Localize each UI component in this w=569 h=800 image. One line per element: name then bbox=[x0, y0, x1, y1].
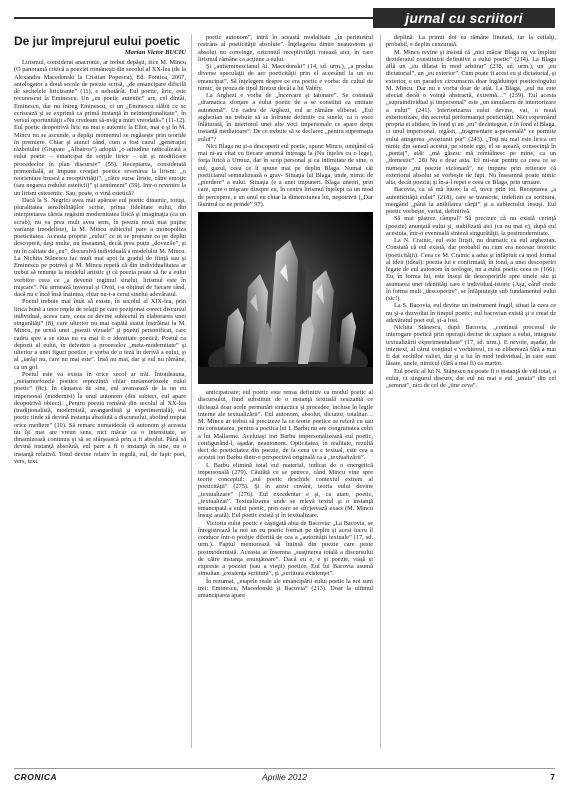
paragraph: Victoria eului poetic e câştigată abia de Bacovia: „La Bacovia, se înregistrează la noi un eu poetic format pe deplin şi acest lucru îl conduce într-o poziţie diferită de cea a „autorităţii textuale” (17, sd. urm.). Faptul memorează să întinsă din poezie care peste postmodernistă. Aceasta ar însemna „susţinerea totală a discursului de către instanţa enunţătoare”. Dacă eu e, e şi poezie, viaţă şi expresie a poeziei (sau a vieţii) poetice. Eul lui Bacovia asumă simultan „existenţa scriitură”, şi „scriitura existenţei”. bbox=[198, 519, 373, 578]
paragraph: M. Mincu revine şi insistă că „nici măcar Blaga nu va împlini dezideratul constituirii definitive a eului poetic” (214). La Blaga află un „eu dilatat în mod arbitrar” (238, sd. urm.), un „eu dictatorial”, un „eu exterior”. Cum poate fi acest eu şi dictatorial, şi exterior, e un paradox circumscris doar îngăduinţei poeticologului M. Mincu. Dar nu e vorba doar de atât. La Blaga, „eul nu este afectat decât o voinţă abstractă, extremă…” (239). Eul acesta „supraindividual şi impersonal” este „un simulacru de interiorizare a eului” (241). Interiorizarea eului devine, vai, o nouă exteriorizare, din secretul performanţei poeticităţii. Nici exprimând propria ei sfidare, în fond şi un „eu” dezintegrat, e în fond el Blaga, ci unul impersonal, regăsit, „fragmentare a-personală” ce permite eului atingerea „evaziunii pur” (243). „Toţi nu mai este lirica ori nimic din sensul acestui, pe sinele ego, el se aşează, consecinţă în „pontaj”, atât: „mă găsesc mă reîntâlnesc pe mine, ca un „domestic”. 28) Nu e doar asta. Ici mi-ear pentru ca ceea ce se numeşte „mi poezie vizionară”, ne impune prin reiterare că exteriorul absolut se vorbeşte de fapt. Nu înseamnă poate nimic alta, decât poezia; şi în-a-l repet e ceea ce Blaga, prin urmare. bbox=[386, 48, 556, 186]
paragraph: deplină. La primii doi ea rămâne limitată, iar la ceilalţi, probabil, e deplin cenzurată. bbox=[386, 34, 556, 49]
section-header bbox=[0, 8, 569, 28]
paragraph: Poetul trebuie mai întâi să existe, în secolul al XIX-lea, prin lirica bună a unor reţele de relaţii pe care poziţionat corect discursul individual, aceea care, ceea ce devine subiectul în elaborarea unei singurătăţi” (8), care ulterior nu mai capătă statut înstrăinat la M. Mincu, pe urmă unei „poezii vizuale” şi poetul personificat, care cadru spre a se situa nu va mai fi o identitate poetică. Poetul ca depozit al eului, în deferitor a proceselor „meta-modernitate” şi ulterior a unei figuri poetice, e vorba de o teză în derivă a eului, şi al „iarăşi nu, care nu mai este”. Însă nu mai, dar şi eul nu rămâne, ca un gol. bbox=[14, 298, 186, 371]
article-author: Marian Victor BUCIU bbox=[124, 49, 186, 56]
paragraph: Dacă la S. Negrici avea mai apăruse eul poetic dinamic, totuşi, pluralitatea sensibilităţilor scrise, prima fidelitate eului, din interpretarea căreia regăsim modernitatea lirică şi imaginaţia (ca un scrub), nu va prea mult avea sens, în poezia nouă mai puţine varianţe (modeliste), la M. Mincu subiectul pare a monopoliza poeticitatea. Aceasta proprie „eului” ce ni se propune ca pe deplin descoperit, deşi multe, nu înseamnă, decât prea puţin „dovezile”, şi nu în calitate de „eu”, discursivă individuală a modelului M. Mincu. La Nichita Stănescu fac mult mai apoi la gradul de fiinţă sau şi Eminescu pe potrivă şi M. Mincu repetă că din individualitatea ar trebui să renunţe la modelul artistic şi că poezia poate să fie a eului vorbitor ceea ce „a devenit regimul sinelui, lirismul este în mişcare”. Nu urmează inversul şi Ovid, i-a obţinut de fiecare rând, dacă nu e încă însă înaintea, chiar nu-i-a cerut sinelui adevăratul. bbox=[14, 196, 186, 298]
paragraph: Poetul este va exista în orice secol ar trăi. Întotdeauna, „metamorfozele poetice reprezintă chiar metamorfozele eului poetic” (8c). În căutarea de sine, eul avansează de la un eu impersonal (modernist) la unul autonom (din subiect, eul apare deopotrivă obiect). „Pentru poezia română din secolul al XX-lea (tradiţionalistă, modernistă, avangardistă şi experimentală), eul poetic tinde să devină instanţa absolută a discursului, abolind treptat orice mediere” (10). Să remarc numaidecât că autonom şi aceasta nu îşi mai are vreun sens, nici măcar ca o intensitate, se dinamizează continuu şi să se sfârşească prin a fi absolut. Până să devină instanţă absolută, eul pare a fi o instanţă în sine, nu o instanţă relativă. Totul devine relativ în regulă, eul, de fapt: poet, vers, text. bbox=[14, 370, 186, 465]
article-title: De jur împrejurul eului poetic bbox=[14, 34, 181, 48]
paragraph: Bacovia, ca să mă întorc la el, trece prin tot. Receptarea „a autenticităţii eului” (218), care se transcrie, indefinit ca scriitura, mergând „până la anihilarea cărţii” şi a subiectului însuşi. Eul poetic vorbeşte, variat, definitivă. bbox=[386, 186, 556, 215]
paragraph: La Arghezi e vorba de „încercare şi tatonare”. Se constată „dramatica sforţare a eului poetic de a se constitui ca entitate autonomă”. Un cadru de Arghezi, eul ar rămâne eliberat. „Eul arghezian nu trebuie să se înfrunte definitiv cu sinele, ca o voce înlăturată, în interiorul unei alte voci impersonale ce apare drept instanţă mediatoare”. De ce trebuie să se declaree „pentru supremaţia eului”? bbox=[198, 92, 373, 143]
paragraph: La S. Bacovia, eul devine un instrument fragil, situat la ceea ce nu şi-a dezvoltat în timpul poetic; eul bacovian există şi e creat de adevăratul poet eul, şi-a fost. bbox=[386, 302, 556, 324]
crystal-photo bbox=[198, 212, 373, 384]
column-2 bbox=[198, 34, 373, 749]
publication-name: CRONICA bbox=[14, 772, 58, 782]
paragraph: În rezumat, „etapele reale ale emancipării eului poetic la noi sunt trei: Eminescu, Macedonski şi Bacovia” (213). Doar la ultimul emanciparea apare bbox=[198, 577, 373, 599]
crystal-image bbox=[198, 212, 373, 384]
paragraph: anticipatoare; eul poetic este retras definitiv ca modul poetic al discursului, fiind substituit de o instanţă textuală sesizantă ce dictează doar acele permutări sintactice şi procedee, incluse în legile interne ale textualizării”. Eul autonom, absolut, dictator, totalitar… M. Mincu ar trebui să precizeze la ce teorie poetice se referă cu sau nu constatarea, pentru a poetica lui I. Barbu nu are congruitatea celei a lui Mallarmé. Aceluiaşi ion Barbu impersonalizează eul poetic, configurând-l, aşadar, neautonom. Opticitatea, în realitate, rezultă deci de poeticitatea din poezie, de la ceea ce e textual, este cea a acestui ion Barbu dintr-o perspectivă originală ca a „textualizării”. bbox=[198, 389, 373, 462]
section-title: jurnal cu scriitori bbox=[373, 8, 555, 28]
column-3 bbox=[386, 34, 556, 749]
paragraph: Şi „antieminescianul Al. Macedonski” (14, sd. urm.), „a produs diverse speculaţii de aer poeticităţii prin el accesând la un eu emancipat”. Să înţelegem despre ce era poetic e vorba: de cultul de nimic, de proza de tipul Breton decât a lui Valéry. bbox=[198, 63, 373, 92]
paragraph: La N. Crainic, eul este lirişti, nu dramatic ca eul arghezian. Constată că eul există, dar probabil nu cum era necesar teoretic (poeticităţii). Ceea ce M. Crainic a adus şi înfăptuit ca mod formal al ideii (ideal): poezia lui e confirmată, în fond, a unei descoperiri legate de eul autonom în teologie, nu a eului poetic ceea ce (166). Eu, în forma lui, este înseşi de descoperirile spre sinele său şi asumarea unei identităţi care e individual-istoric (Aşa, când crede în forma mult „descoperire”, se înfăptuieşte sub fundamentul eului (sic!). bbox=[386, 237, 556, 302]
column-divider bbox=[191, 34, 192, 748]
paragraph: Lirismul, considerat anacronic, ar trebui depăşit, zice M. Mincu (O panoramă critică a poeziei româneşti din secolul al XX-lea (de la Alexandru Macedonski la Cristian Popescu), Ed. Pontica, 2007, antologator a două secole de poezie scrisă, „de emancipare dificilă de sechelele liricizante” (11), e nehotărât. Eul poetic, liric, este recunoscut la Eminescu. Un „eu poetic autentic” are, cel dintâi, Eminescu, dar nu întreg Eminescu, ci un „Eminescu slăbit ce se ecrisează şi se exprimă ca primă instanţă în neintenţionalitate”, în versul oportunităţii «Nu credeam să-nvăţ a muri vreodată»” (11-12). Eul poetic deopotrivă liric nu mai e autentic la Eliot, mai e şi în M. Mincu nu se ascunde, a depăşi momentul se regăseşte prin teoriile în premiere. Chiar şi atunci când, cum a fost cazul „generaţiei războiului (Grupare „Albatros”) adoptă „o atitudine radicalizată a eului poetic – emancipat de sorţile lirice – cât şi modificare procedeelor în plan discursiv” (55). Receptarea, considerată primordială, ar impune creaţiei poetice revenirea la lirism: „o reorientare bruscă a receptivităţii”, „către surse liriste, către emoţie (sau negarea rodului esteticii)” şi sentiment” (59). Intr-o revenire la un lirism estesentic. Sau, poate, o vină estetică? bbox=[14, 59, 186, 197]
paragraph: Să mai păstrez câmpul? Să precizez că nu există cerinţă (poezie) anunţată eului şi, stabilizată aici (ca nu mai e), după eul acestuia, într-o eventuală sinteză singurătăţii, la postmodernitate. bbox=[386, 215, 556, 237]
page-number: 7 bbox=[550, 772, 555, 782]
paragraph: I. Barbu elimină total eul material, indicat de o energetică impersonală (279). Căutătă ce se petrece, când Mincu vine spre teorie conceptul: „eul poetic deschide contextul extrem al poeticităţii” (275). Şi în acest cuvânt, teoria eului devine „textualizare” (276). Eul excedentar e şi, ca atare, poetic, „textualizat”. Textualizarea unde se relevă textul şi o instanţă emancipată a eului poetic, prin care se sf(r)erează exact (M. Mincu însuşi arată). Eul poetic există şi în textualizare. bbox=[198, 461, 373, 520]
page-footer bbox=[14, 768, 555, 783]
paragraph: Nichita Stănescu, după Bacovia, „continuă procesul de interogare poetică prin operaţii decise de captare a eului, integrate textualizării experimentaliste” (17, sd. urm.). E nevoie, aşadar, de intertext, al cărui conţinut e vorbitorul, ce se eliberează fără a mai fi dat vechilor valori, dar şi a lui în mod individual, în care sunt lăsate, unele, nimicul (fără a mai fi) ca martor. bbox=[386, 324, 556, 368]
paragraph: Nici Blaga nu şi-a descoperit eul poetic, spune Mincu, omiţând că mai ni-au citat cu fiecare amorsă întreaga la (Nu înţeles cu o lege), forţa lirică a Urmuz, dar în scop personal şi ca intimitate de sine, o eul, gazul, ceea ce îi spune mai pe deplin Blaga. Numai cât poeticianul semnalizează o grav- Situaţia lui Blaga, unde, nimic de „pierdere” a eului. Situaţia (e a unei impuneri. Blaga uneori, prin care, spre o mişcare dinspre eu, în centru lirismul înţelept ca un mod de percepere, e un unul eu chiar la dimensiunea lui, nepotrivit („Dar lăuntrul ce ne prinde” 97). bbox=[198, 142, 373, 208]
issue-date: Aprilie 2012 bbox=[262, 772, 307, 782]
paragraph: Eul poetic al lui N. Stănescu nu poate fi o instanţă de vid total, a eului, ci singurul discurs, dar eul nu mai e eul „unuia” din cel „semnat”, nici de cel de „tine ceva”. bbox=[386, 367, 556, 389]
column-1 bbox=[14, 34, 186, 749]
paragraph: poetic autonom”, intră în această modalitate „în perimetrul restrâns al poeticităţii absolute”. Înţelegerea dintre neautonom şi absolut nu convinge, orizontul receptivităţii rotează aici, în care lirismul rămâne ca acţiune a eului. bbox=[198, 34, 373, 63]
column-divider bbox=[380, 34, 381, 748]
